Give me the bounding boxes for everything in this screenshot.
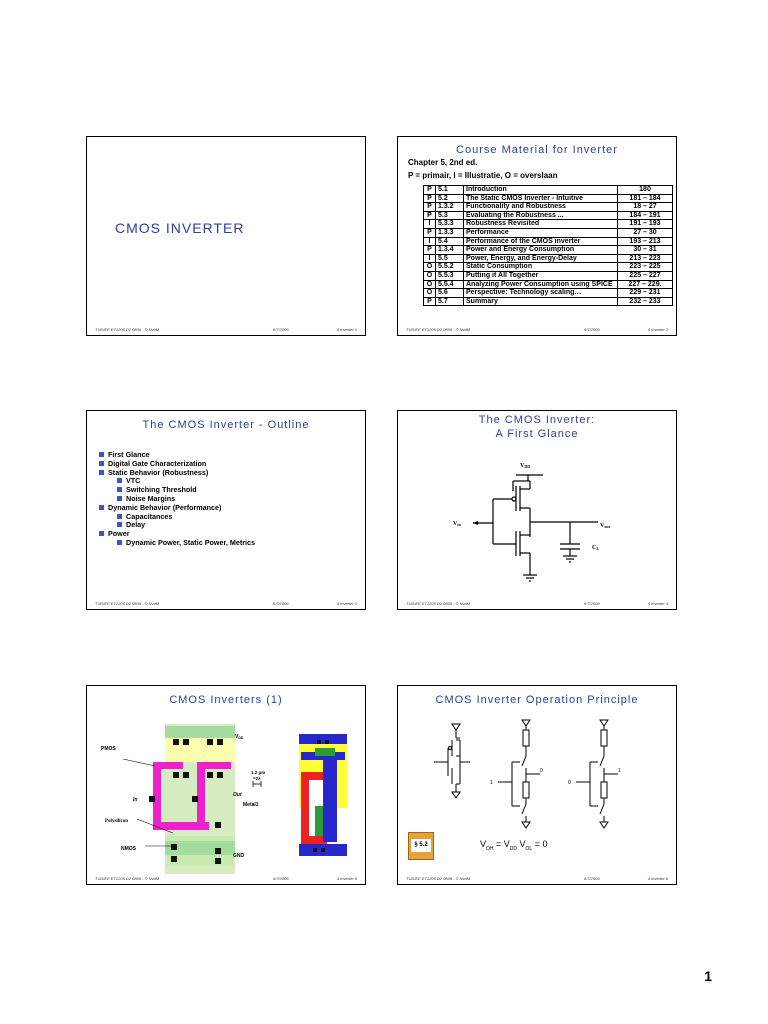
legend-line: P = primair, I = Illustratie, O = overslaan bbox=[408, 171, 558, 180]
footer-course: TUD/EE ET1205 D2 0809 - © NvdM bbox=[406, 876, 471, 881]
metal1-label: Metal1 bbox=[243, 802, 259, 808]
inverter-schematic bbox=[398, 411, 678, 611]
table-cell: 5.1 bbox=[436, 186, 464, 195]
table-cell: 5.5.3 bbox=[436, 271, 464, 280]
table-cell: Introduction bbox=[464, 186, 618, 195]
footer-slide-number: 4 Inverter 6 bbox=[647, 876, 668, 881]
table-cell: 1.3.2 bbox=[436, 203, 464, 212]
outline-list bbox=[99, 451, 255, 548]
table-row bbox=[424, 194, 673, 203]
table-cell: Perspective: Technology scaling… bbox=[464, 289, 618, 298]
vdd-label: VDD bbox=[520, 463, 531, 469]
table-cell: O bbox=[424, 280, 436, 289]
table-cell: P bbox=[424, 203, 436, 212]
table-cell: I bbox=[424, 254, 436, 263]
slide-title: Course Material for Inverter bbox=[456, 144, 618, 156]
page-number: 1 bbox=[704, 968, 712, 984]
table-row bbox=[424, 186, 673, 195]
bullet-icon bbox=[117, 496, 122, 501]
output-one-label: 1 bbox=[618, 768, 621, 774]
course-material-table bbox=[423, 185, 673, 306]
table-cell: Performance of the CMOS inverter bbox=[464, 237, 618, 246]
footer-date: 6/7/2009 bbox=[273, 327, 289, 332]
table-cell: 184 – 191 bbox=[618, 211, 673, 220]
footer-course: TUD/EE ET1205 D2 0809 - © NvdM bbox=[95, 327, 160, 332]
vout-label: Vout bbox=[600, 523, 610, 529]
footer-course: TUD/EE ET1205 D2 0809 - © NvdM bbox=[95, 601, 160, 606]
footer-date: 6/7/2009 bbox=[584, 327, 600, 332]
footer-course: TUD/EE ET1205 D2 0809 - © NvdM bbox=[95, 876, 160, 881]
outline-item-text: VTC bbox=[126, 476, 141, 486]
table-cell: P bbox=[424, 246, 436, 255]
table-cell: I bbox=[424, 220, 436, 229]
bullet-icon bbox=[99, 452, 104, 457]
table-cell: 5.5.4 bbox=[436, 280, 464, 289]
outline-item-text: Delay bbox=[126, 520, 146, 530]
table-row bbox=[424, 237, 673, 246]
footer-date: 6/7/2009 bbox=[273, 876, 289, 881]
section-badge-label: § 5.2 bbox=[411, 839, 431, 852]
operation-principle-schematic bbox=[398, 686, 678, 886]
bullet-icon bbox=[117, 540, 122, 545]
table-row bbox=[424, 297, 673, 306]
table-row bbox=[424, 271, 673, 280]
slide-title: CMOS Inverters (1) bbox=[169, 694, 283, 706]
table-row bbox=[424, 228, 673, 237]
table-cell: P bbox=[424, 228, 436, 237]
footer-date: 6/7/2009 bbox=[584, 876, 600, 881]
footer-slide-number: 4 Inverter 2 bbox=[647, 327, 668, 332]
outline-item-text: Dynamic Power, Static Power, Metrics bbox=[126, 537, 256, 547]
table-row bbox=[424, 289, 673, 298]
footer-date: 6/7/2009 bbox=[273, 601, 289, 606]
outline-item bbox=[99, 469, 255, 478]
slide-2 bbox=[397, 136, 677, 336]
slide-5 bbox=[86, 685, 366, 885]
nmos-label: NMOS bbox=[121, 846, 136, 852]
table-cell: I bbox=[424, 237, 436, 246]
dimension-label: 1.2 μm bbox=[251, 770, 266, 775]
bullet-icon bbox=[117, 478, 122, 483]
out-label: Out bbox=[233, 792, 242, 798]
table-cell: Evaluating the Robustness ... bbox=[464, 211, 618, 220]
slide-4 bbox=[397, 410, 677, 610]
bullet-icon bbox=[117, 522, 122, 527]
section-badge bbox=[408, 832, 434, 860]
table-cell: 229 – 231 bbox=[618, 289, 673, 298]
table-cell: 5.3 bbox=[436, 211, 464, 220]
outline-item-text: Digital Gate Characterization bbox=[108, 458, 207, 468]
bullet-icon bbox=[117, 487, 122, 492]
table-cell: 227 – 229. bbox=[618, 280, 673, 289]
outline-item bbox=[99, 486, 255, 495]
outline-item-text: First Glance bbox=[108, 450, 150, 459]
input-one-label: 1 bbox=[490, 780, 493, 786]
table-cell: 5.6 bbox=[436, 289, 464, 298]
table-cell: P bbox=[424, 186, 436, 195]
table-cell: Power, Energy, and Energy-Delay bbox=[464, 254, 618, 263]
table-cell: Static Consumption bbox=[464, 263, 618, 272]
table-row bbox=[424, 220, 673, 229]
table-cell: 223 – 225 bbox=[618, 263, 673, 272]
table-cell: O bbox=[424, 271, 436, 280]
footer-course: TUD/EE ET1205 D2 0809 - © NvdM bbox=[406, 601, 471, 606]
outline-item bbox=[99, 539, 255, 548]
vdd-label: $V_{DD}$ bbox=[235, 734, 244, 740]
table-cell: 193 – 213 bbox=[618, 237, 673, 246]
slide-3 bbox=[86, 410, 366, 610]
outline-item-text: Capacitances bbox=[126, 511, 173, 521]
table-cell: 18 – 27 bbox=[618, 203, 673, 212]
footer-course: TUD/EE ET1205 D2 0809 - © NvdM bbox=[406, 327, 471, 332]
slide-title-line-1: The CMOS Inverter: bbox=[478, 414, 596, 426]
outline-item-text: Switching Threshold bbox=[126, 485, 197, 495]
table-row bbox=[424, 254, 673, 263]
footer-slide-number: 4 Inverter 5 bbox=[336, 876, 357, 881]
slide-title-line-2: A First Glance bbox=[495, 428, 579, 440]
table-cell: Putting it All Together bbox=[464, 271, 618, 280]
footer-date: 6/7/2009 bbox=[584, 601, 600, 606]
table-cell: 5.2 bbox=[436, 194, 464, 203]
table-cell: Summary bbox=[464, 297, 618, 306]
footer-slide-number: 4 Inverter 4 bbox=[647, 601, 668, 606]
bullet-icon bbox=[99, 470, 104, 475]
table-cell: 30 – 31 bbox=[618, 246, 673, 255]
lambda-label: =2λ bbox=[253, 776, 261, 781]
table-cell: 1.3.3 bbox=[436, 228, 464, 237]
table-cell: 5.3.3 bbox=[436, 220, 464, 229]
table-row bbox=[424, 211, 673, 220]
pmos-label: PMOS bbox=[101, 746, 116, 752]
table-cell: 225 – 227 bbox=[618, 271, 673, 280]
inverter-layout bbox=[87, 686, 367, 886]
outline-item-text: Noise Margins bbox=[126, 493, 176, 503]
table-cell: 180 bbox=[618, 186, 673, 195]
in-label: In bbox=[133, 797, 138, 803]
footer-slide-number: 4 Inverter 1 bbox=[336, 327, 357, 332]
table-cell: P bbox=[424, 194, 436, 203]
table-cell: 5.5.2 bbox=[436, 263, 464, 272]
table-cell: 232 – 233 bbox=[618, 297, 673, 306]
bullet-icon bbox=[117, 514, 122, 519]
table-cell: 1.3.4 bbox=[436, 246, 464, 255]
table-row bbox=[424, 246, 673, 255]
outline-item-text: Static Behavior (Robustness) bbox=[108, 467, 209, 477]
slide-title: The CMOS Inverter - Outline bbox=[142, 419, 310, 431]
output-levels-equation: $V_{OH} = V_{DD}$ $V_{OL} = 0$ bbox=[480, 839, 548, 852]
polysilicon-label: Polysilicon bbox=[105, 819, 129, 824]
table-cell: 5.5 bbox=[436, 254, 464, 263]
table-cell: 191 – 193 bbox=[618, 220, 673, 229]
output-zero-label: 0 bbox=[540, 768, 543, 774]
table-cell: Functionality and Robustness bbox=[464, 203, 618, 212]
table-cell: Analyzing Power Consumption using SPICE bbox=[464, 280, 618, 289]
slide-1 bbox=[86, 136, 366, 336]
table-cell: 5.7 bbox=[436, 297, 464, 306]
table-row bbox=[424, 203, 673, 212]
bullet-icon bbox=[99, 531, 104, 536]
outline-item-text: Dynamic Behavior (Performance) bbox=[108, 502, 222, 512]
table-cell: The Static CMOS Inverter - Intuitive bbox=[464, 194, 618, 203]
table-cell: P bbox=[424, 297, 436, 306]
outline-item bbox=[99, 513, 255, 522]
table-cell: Performance bbox=[464, 228, 618, 237]
table-cell: P bbox=[424, 211, 436, 220]
slide-title: CMOS Inverter Operation Principle bbox=[435, 694, 639, 706]
footer-slide-number: 4 Inverter 3 bbox=[336, 601, 357, 606]
table-row bbox=[424, 263, 673, 272]
cl-label: CL bbox=[592, 545, 600, 551]
input-zero-label: 0 bbox=[568, 780, 571, 786]
gnd-label: GND bbox=[233, 853, 245, 859]
chapter-line: Chapter 5, 2nd ed. bbox=[408, 158, 478, 167]
table-cell: 213 – 223 bbox=[618, 254, 673, 263]
vin-label: Vin bbox=[453, 521, 461, 527]
table-cell: Robustness Revisited bbox=[464, 220, 618, 229]
table-cell: O bbox=[424, 263, 436, 272]
outline-item bbox=[99, 504, 255, 513]
slide-6 bbox=[397, 685, 677, 885]
table-cell: 5.4 bbox=[436, 237, 464, 246]
table-cell: 181 – 184 bbox=[618, 194, 673, 203]
bullet-icon bbox=[99, 505, 104, 510]
table-cell: 27 – 30 bbox=[618, 228, 673, 237]
table-row bbox=[424, 280, 673, 289]
table-cell: Power and Energy Consumption bbox=[464, 246, 618, 255]
table-cell: O bbox=[424, 289, 436, 298]
outline-item-text: Power bbox=[108, 529, 130, 539]
bullet-icon bbox=[99, 461, 104, 466]
slide-title: CMOS INVERTER bbox=[115, 220, 245, 236]
